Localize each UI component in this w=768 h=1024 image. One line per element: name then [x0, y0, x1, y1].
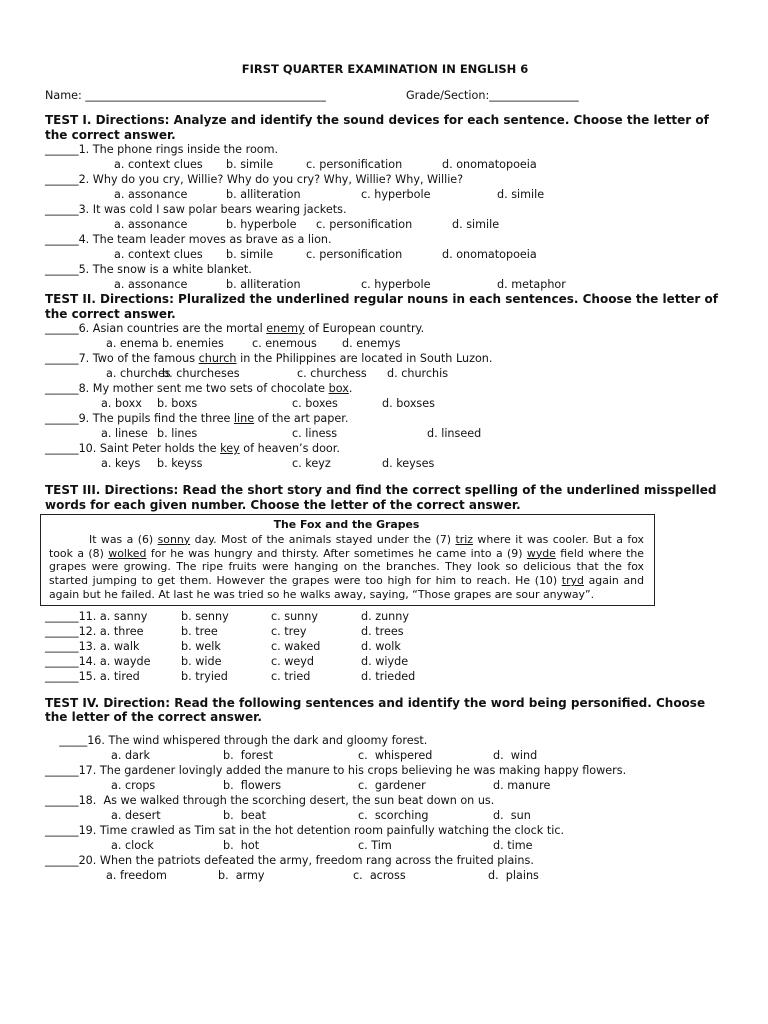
underlined-noun: church	[198, 352, 237, 365]
answer-option: c. personification	[316, 218, 413, 231]
answer-option: d. churchis	[387, 367, 449, 380]
question-text: ______2. Why do you cry, Willie? Why do you cry? Why, Willie? Why, Willie?	[45, 173, 464, 186]
grade-section-label: Grade/Section:________________	[406, 89, 579, 102]
story-text: It was a (6)	[89, 532, 158, 546]
answer-option: a. boxx	[101, 397, 142, 410]
answer-option: b. beat	[223, 808, 266, 822]
answer-options-row	[45, 456, 725, 471]
exam-title: FIRST QUARTER EXAMINATION IN ENGLISH 6	[241, 62, 529, 76]
answer-option: d. trees	[361, 624, 404, 638]
answer-option: d. enemys	[342, 337, 401, 350]
answer-option: d. wiyde	[361, 654, 409, 668]
misspelled-word: sonny	[157, 532, 191, 546]
answer-option: a. keys	[101, 457, 141, 470]
question-text	[45, 441, 725, 456]
answer-option: b. tryied	[181, 669, 228, 683]
answer-option: c. whispered	[358, 748, 433, 762]
answer-option: b. flowers	[223, 778, 282, 792]
story-text: field where the grapes were growing. The ripe fruits were hanging on the branches. They look so delicious that the fox started jumping to get them. However the grapes were too high for him to reach. He (10)	[49, 546, 644, 588]
answer-option: b. simile	[226, 248, 274, 261]
question-text: ______1. The phone rings inside the room.	[45, 143, 279, 156]
answer-option: c. tried	[271, 669, 311, 683]
answer-option: a. crops	[111, 778, 156, 792]
answer-option: a. desert	[111, 808, 161, 822]
answer-options-row	[45, 838, 725, 853]
test2-heading: TEST II. Directions: Pluralized the underlined regular nouns in each sentences. Choose the letter of the correct answer.	[45, 292, 718, 321]
answer-option: a. assonance	[114, 278, 188, 291]
answer-options-row	[45, 808, 725, 823]
answer-option: d. simile	[497, 188, 545, 201]
answer-option: a. linese	[101, 427, 148, 440]
answer-option: a. context clues	[114, 158, 203, 171]
answer-option: c. trey	[271, 624, 307, 638]
answer-option: b. alliteration	[226, 188, 301, 201]
answer-option: d. boxses	[382, 397, 435, 410]
answer-option: d. onomatopoeia	[442, 248, 537, 261]
name-grade-line	[45, 88, 725, 103]
name-field-label: Name: ___________________________________________	[45, 89, 326, 102]
question-stem: ______10. Saint Peter holds the	[45, 442, 221, 455]
answer-option: c. hyperbole	[361, 278, 431, 291]
answer-options-row	[45, 247, 725, 262]
answer-option: c. hyperbole	[361, 188, 431, 201]
answer-options-row	[45, 217, 725, 232]
answer-option: d. sun	[493, 808, 531, 822]
answer-option: a. freedom	[106, 868, 167, 882]
exam-page	[45, 62, 725, 883]
answer-option: b. forest	[223, 748, 274, 762]
story-body	[49, 533, 644, 602]
question-text: ______17. The gardener lovingly added the manure to his crops believing he was making happy flowers.	[45, 763, 627, 777]
question-stem-end: of heaven’s door.	[239, 442, 340, 455]
answer-option: c. gardener	[358, 778, 426, 792]
underlined-noun: enemy	[266, 322, 305, 335]
answer-options-row	[45, 639, 725, 654]
question-stem-end: of the art paper.	[254, 412, 349, 425]
question-text: _____16. The wind whispered through the dark and gloomy forest.	[45, 733, 428, 747]
answer-options-row	[45, 336, 725, 351]
underlined-noun: key	[220, 442, 240, 455]
answer-option: c. scorching	[358, 808, 429, 822]
answer-options-row	[45, 366, 725, 381]
story-text: where it was cooler. But a fox took a (8)	[49, 532, 644, 560]
answer-option: b. welk	[181, 639, 221, 653]
misspelled-word: tryd	[561, 574, 584, 588]
answer-option: d. manure	[493, 778, 551, 792]
underlined-noun: box	[328, 382, 349, 395]
answer-option: a. dark	[111, 748, 151, 762]
answer-option: a. assonance	[114, 188, 188, 201]
question-number-option: ______13. a. walk	[45, 639, 140, 653]
answer-option: d. linseed	[427, 427, 482, 440]
question-text	[45, 381, 725, 396]
story-box	[40, 514, 655, 606]
answer-option: c. personification	[306, 248, 403, 261]
answer-options-row	[45, 778, 725, 793]
answer-option: c. personification	[306, 158, 403, 171]
question-text: ______18. As we walked through the scorching desert, the sun beat down on us.	[45, 793, 495, 807]
question-stem-end: of European country.	[304, 322, 425, 335]
question-number-option: ______15. a. tired	[45, 669, 140, 683]
test3-items	[45, 609, 725, 684]
question-text	[45, 351, 725, 366]
question-stem: ______8. My mother sent me two sets of chocolate	[45, 382, 329, 395]
answer-option: d. onomatopoeia	[442, 158, 537, 171]
question-text: ______4. The team leader moves as brave as a lion.	[45, 233, 332, 246]
question-number-option: ______12. a. three	[45, 624, 144, 638]
answer-option: d. wolk	[361, 639, 401, 653]
answer-option: c. liness	[292, 427, 338, 440]
answer-option: c. weyd	[271, 654, 315, 668]
answer-option: b. wide	[181, 654, 222, 668]
answer-option: c. sunny	[271, 609, 318, 623]
answer-option: a. context clues	[114, 248, 203, 261]
answer-option: b. enemies	[162, 337, 224, 350]
answer-option: a. assonance	[114, 218, 188, 231]
answer-option: b. tree	[181, 624, 218, 638]
answer-option: d. zunny	[361, 609, 409, 623]
answer-option: d. keyses	[382, 457, 435, 470]
answer-options-row	[45, 868, 725, 883]
story-title: The Fox and the Grapes	[273, 518, 420, 531]
answer-options-row	[45, 187, 725, 202]
misspelled-word: wolked	[108, 546, 147, 560]
question-stem-end: .	[348, 382, 353, 395]
question-text	[45, 411, 725, 426]
answer-option: a. enema	[106, 337, 159, 350]
answer-option: b. churcheses	[162, 367, 240, 380]
answer-options-row	[45, 654, 725, 669]
answer-option: d. wind	[493, 748, 538, 762]
answer-option: b. senny	[181, 609, 229, 623]
answer-option: b. simile	[226, 158, 274, 171]
test1-heading: TEST I. Directions: Analyze and identify the sound devices for each sentence. Choose the letter of the correct answer.	[45, 113, 709, 142]
answer-option: a. churches	[106, 367, 171, 380]
test3-heading: TEST III. Directions: Read the short story and find the correct spelling of the underlined misspelled words for each given number. Choose the letter of the correct answer.	[45, 483, 717, 512]
answer-option: b. alliteration	[226, 278, 301, 291]
answer-option: a. clock	[111, 838, 154, 852]
answer-option: b. hot	[223, 838, 260, 852]
answer-option: c. keyz	[292, 457, 331, 470]
question-text	[45, 321, 725, 336]
answer-option: c. Tim	[358, 838, 392, 852]
answer-options-row	[45, 669, 725, 684]
answer-option: d. simile	[452, 218, 500, 231]
test4-items	[45, 733, 725, 883]
question-stem-end: in the Philippines are located in South Luzon.	[236, 352, 493, 365]
underlined-noun: line	[233, 412, 255, 425]
answer-option: d. metaphor	[497, 278, 566, 291]
test2-items	[45, 321, 725, 471]
story-text: day. Most of the animals stayed under the (7)	[190, 532, 456, 546]
test4-heading: TEST IV. Direction: Read the following sentences and identify the word being personified. Choose the letter of the correct answer.	[45, 695, 706, 725]
answer-option: c. waked	[271, 639, 321, 653]
answer-option: b. lines	[157, 427, 198, 440]
answer-option: b. army	[218, 868, 265, 882]
question-text: ______3. It was cold I saw polar bears wearing jackets.	[45, 203, 347, 216]
answer-options-row	[45, 396, 725, 411]
answer-options-row	[45, 157, 725, 172]
question-text: ______19. Time crawled as Tim sat in the hot detention room painfully watching the clock tic.	[45, 823, 565, 837]
answer-option: c. churchess	[297, 367, 367, 380]
test1-items	[45, 142, 725, 292]
answer-options-row	[45, 426, 725, 441]
question-stem: ______7. Two of the famous	[45, 352, 199, 365]
answer-option: d. time	[493, 838, 533, 852]
story-text: again and again but he failed. At last he was tried so he walks away, saying, “Those grapes are sour anyway”.	[49, 574, 644, 601]
answer-option: d. plains	[488, 868, 539, 882]
story-text: for he was hungry and thirsty. After sometimes he came into a (9)	[146, 546, 527, 560]
question-stem: ______6. Asian countries are the mortal	[45, 322, 267, 335]
answer-option: c. boxes	[292, 397, 338, 410]
question-number-option: ______14. a. wayde	[45, 654, 151, 668]
answer-option: b. keyss	[157, 457, 203, 470]
question-text: ______5. The snow is a white blanket.	[45, 263, 252, 276]
question-number-option: ______11. a. sanny	[45, 609, 148, 623]
answer-options-row	[45, 609, 725, 624]
answer-option: b. hyperbole	[226, 218, 297, 231]
misspelled-word: wyde	[526, 546, 556, 560]
answer-options-row	[45, 748, 725, 763]
answer-option: b. boxs	[157, 397, 198, 410]
misspelled-word: triz	[455, 532, 473, 546]
answer-options-row	[45, 624, 725, 639]
question-stem: ______9. The pupils find the three	[45, 412, 234, 425]
answer-option: c. enemous	[252, 337, 317, 350]
answer-option: d. trieded	[361, 669, 416, 683]
question-text: ______20. When the patriots defeated the army, freedom rang across the fruited plains.	[45, 853, 534, 867]
answer-option: c. across	[353, 868, 406, 882]
answer-options-row	[45, 277, 725, 292]
